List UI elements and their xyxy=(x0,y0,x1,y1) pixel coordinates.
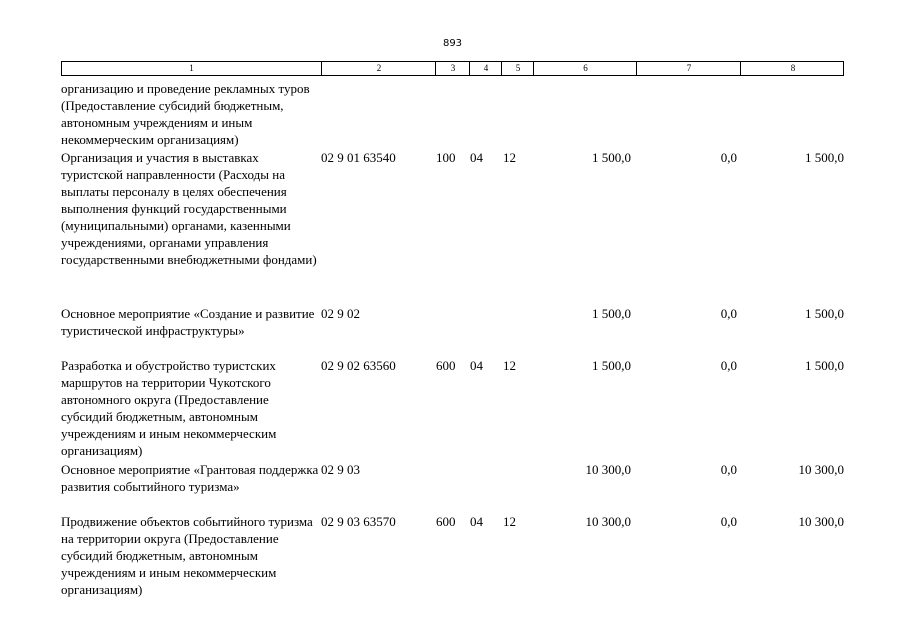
row-name: Продвижение объектов событийного туризма на территории округа (Предоставление субсидий бюджетным, автономным учреждениям и иным некоммерческим организациям) xyxy=(61,514,313,597)
row-code: 02 9 02 63560 xyxy=(321,358,396,373)
table-row xyxy=(61,357,851,459)
header-cell-8: 8 xyxy=(740,62,845,75)
header-cell-6: 6 xyxy=(533,62,637,75)
row-value-7: 0,0 xyxy=(720,514,737,529)
row-col5: 12 xyxy=(503,514,516,529)
table-row xyxy=(61,305,851,357)
row-value-6: 1 500,0 xyxy=(592,150,631,165)
header-cell-7: 7 xyxy=(636,62,741,75)
header-cell-1: 1 xyxy=(189,63,194,73)
table-row xyxy=(61,513,851,599)
header-cell-3: 3 xyxy=(435,62,470,75)
row-value-6: 10 300,0 xyxy=(585,514,631,529)
row-col4: 04 xyxy=(470,358,483,373)
row-code: 02 9 01 63540 xyxy=(321,150,396,165)
row-value-7: 0,0 xyxy=(720,150,737,165)
row-value-8: 1 500,0 xyxy=(805,150,844,165)
row-code: 02 9 03 63570 xyxy=(321,514,396,529)
row-value-8: 10 300,0 xyxy=(798,514,844,529)
table-header xyxy=(61,61,844,76)
row-value-7: 0,0 xyxy=(720,306,737,321)
row-name: Основное мероприятие «Грантовая поддержка развития событийного туризма» xyxy=(61,462,319,494)
row-col5: 12 xyxy=(503,150,516,165)
row-name: Разработка и обустройство туристских маршрутов на территории Чукотского автономного округа (Предоставление субсидий бюджетным, автономным учреждениям и иным некоммерческим организациям) xyxy=(61,358,277,458)
row-value-8: 1 500,0 xyxy=(805,306,844,321)
row-value-7: 0,0 xyxy=(720,462,737,477)
row-value-8: 10 300,0 xyxy=(798,462,844,477)
row-col4: 04 xyxy=(470,150,483,165)
row-col3: 100 xyxy=(436,150,456,165)
page-number: 893 xyxy=(442,38,463,49)
row-value-6: 10 300,0 xyxy=(585,462,631,477)
row-name: Основное мероприятие «Создание и развитие туристической инфраструктуры» xyxy=(61,306,315,338)
row-value-6: 1 500,0 xyxy=(592,358,631,373)
row-value-8: 1 500,0 xyxy=(805,358,844,373)
table-row xyxy=(61,149,851,302)
row-name: Организация и участия в выставках туристской направленности (Расходы на выплаты персоналу в целях обеспечения выполнения функций государственными (муниципальными) органами, казенными учреждениями, органами управления государственными внебюджетными фондами) xyxy=(61,150,317,267)
row-code: 02 9 03 xyxy=(321,462,360,477)
header-cell-2: 2 xyxy=(321,62,436,75)
row-col3: 600 xyxy=(436,514,456,529)
row-name: организацию и проведение рекламных туров (Предоставление субсидий бюджетным, автономным учреждениям и иным некоммерческим организациям) xyxy=(61,81,310,147)
row-col4: 04 xyxy=(470,514,483,529)
row-col5: 12 xyxy=(503,358,516,373)
row-code: 02 9 02 xyxy=(321,306,360,321)
row-col3: 600 xyxy=(436,358,456,373)
row-value-6: 1 500,0 xyxy=(592,306,631,321)
row-value-7: 0,0 xyxy=(720,358,737,373)
header-cell-4: 4 xyxy=(469,62,502,75)
table-row xyxy=(61,461,851,513)
header-cell-5: 5 xyxy=(501,62,534,75)
table-row xyxy=(61,80,851,148)
